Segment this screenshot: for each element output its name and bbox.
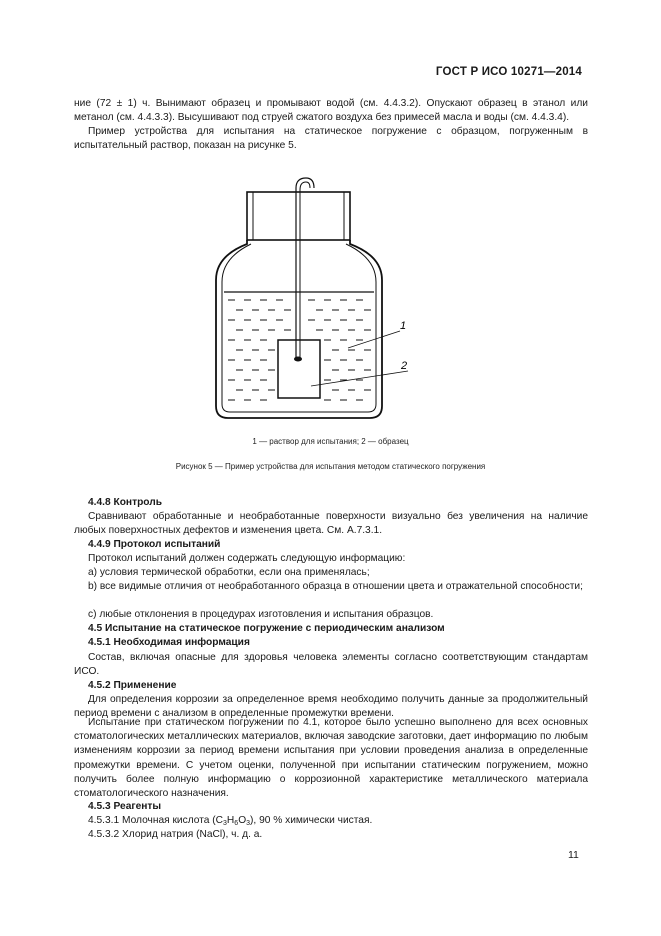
standard-header: ГОСТ Р ИСО 10271—2014 bbox=[435, 66, 582, 78]
section-4-5-title: 4.5 Испытание на статическое погружение с периодическим анализом bbox=[88, 623, 445, 634]
specimen bbox=[278, 340, 320, 398]
section-4-5-2-para-1: Для определения коррозии за определенное время необходимо получить данные за продолжительный период времени с анализом в определенные промежутки времени. bbox=[74, 694, 588, 720]
figure-5-diagram bbox=[200, 168, 430, 426]
figure-caption: Рисунок 5 — Пример устройства для испытания методом статического погружения bbox=[175, 462, 486, 471]
section-4-5-2-para-2: Испытание при статическом погружении по 4.1, которое было успешно выполнено для всех основных стоматологических металлических материалов, включая заводские заготовки, дает информацию по любым изменениям коррозии за период времени испытания при условии проведения анализа в определенные промежутки времени. С учетом оценки, полученной при испытании статическим погружением, можно получить более полную информацию о коррозионной характеристике металлического материала стоматологического назначения. bbox=[74, 717, 588, 800]
list-item-b: b) все видимые отличия от необработанного образца в отношении цвета и отражательной способности; bbox=[88, 581, 583, 592]
section-4-5-3-1: 4.5.3.1 Молочная кислота $(C_3H_6O_3)$, 90 % химически чистая. bbox=[88, 815, 373, 827]
section-4-5-2-title: 4.5.2 Применение bbox=[88, 680, 177, 691]
section-4-4-9-title: 4.4.9 Протокол испытаний bbox=[88, 539, 221, 550]
intro-paragraph-1: ние (72 ± 1) ч. Вынимают образец и промывают водой (см. 4.4.3.2). Опускают образец в этанол или метанол (см. 4.4.3.3). Высушивают под струей сжатого воздуха без примесей масла и воды (см. 4.4.3.4). bbox=[74, 98, 588, 124]
list-item-a: a) условия термической обработки, если она применялась; bbox=[88, 567, 370, 578]
section-4-4-8-text: Сравнивают обработанные и необработанные поверхности визуально без увеличения на наличие любых поверхностных дефектов и изменения цвета. См. А.7.3.1. bbox=[74, 511, 588, 537]
section-4-4-8-title: 4.4.8 Контроль bbox=[88, 497, 162, 508]
label-2: 2 bbox=[401, 360, 408, 372]
leader-line-2 bbox=[311, 371, 408, 386]
figure-legend: 1 — раствор для испытания; 2 — образец bbox=[252, 437, 409, 446]
list-item-c: c) любые отклонения в процедурах изготовления и испытания образцов. bbox=[88, 609, 434, 620]
label-1: 1 bbox=[400, 320, 407, 332]
section-4-5-1-text: Состав, включая опасные для здоровья человека элементы согласно соответствующим стандартам ИСО. bbox=[74, 652, 588, 678]
leader-line-1 bbox=[348, 331, 400, 348]
immersion-device-drawing bbox=[200, 168, 430, 426]
section-4-5-3-title: 4.5.3 Реагенты bbox=[88, 801, 162, 812]
section-4-4-9-text: Протокол испытаний должен содержать следующую информацию: bbox=[88, 553, 406, 564]
page-number: 11 bbox=[568, 849, 579, 861]
intro-paragraph-2: Пример устройства для испытания на статическое погружение с образцом, погруженным в испытательный раствор, показан на рисунке 5. bbox=[74, 126, 588, 152]
bottle-cap bbox=[247, 192, 350, 240]
section-4-5-3-2: 4.5.3.2 Хлорид натрия (NaCl), ч. д. а. bbox=[88, 829, 263, 840]
section-4-5-1-title: 4.5.1 Необходимая информация bbox=[88, 637, 250, 648]
